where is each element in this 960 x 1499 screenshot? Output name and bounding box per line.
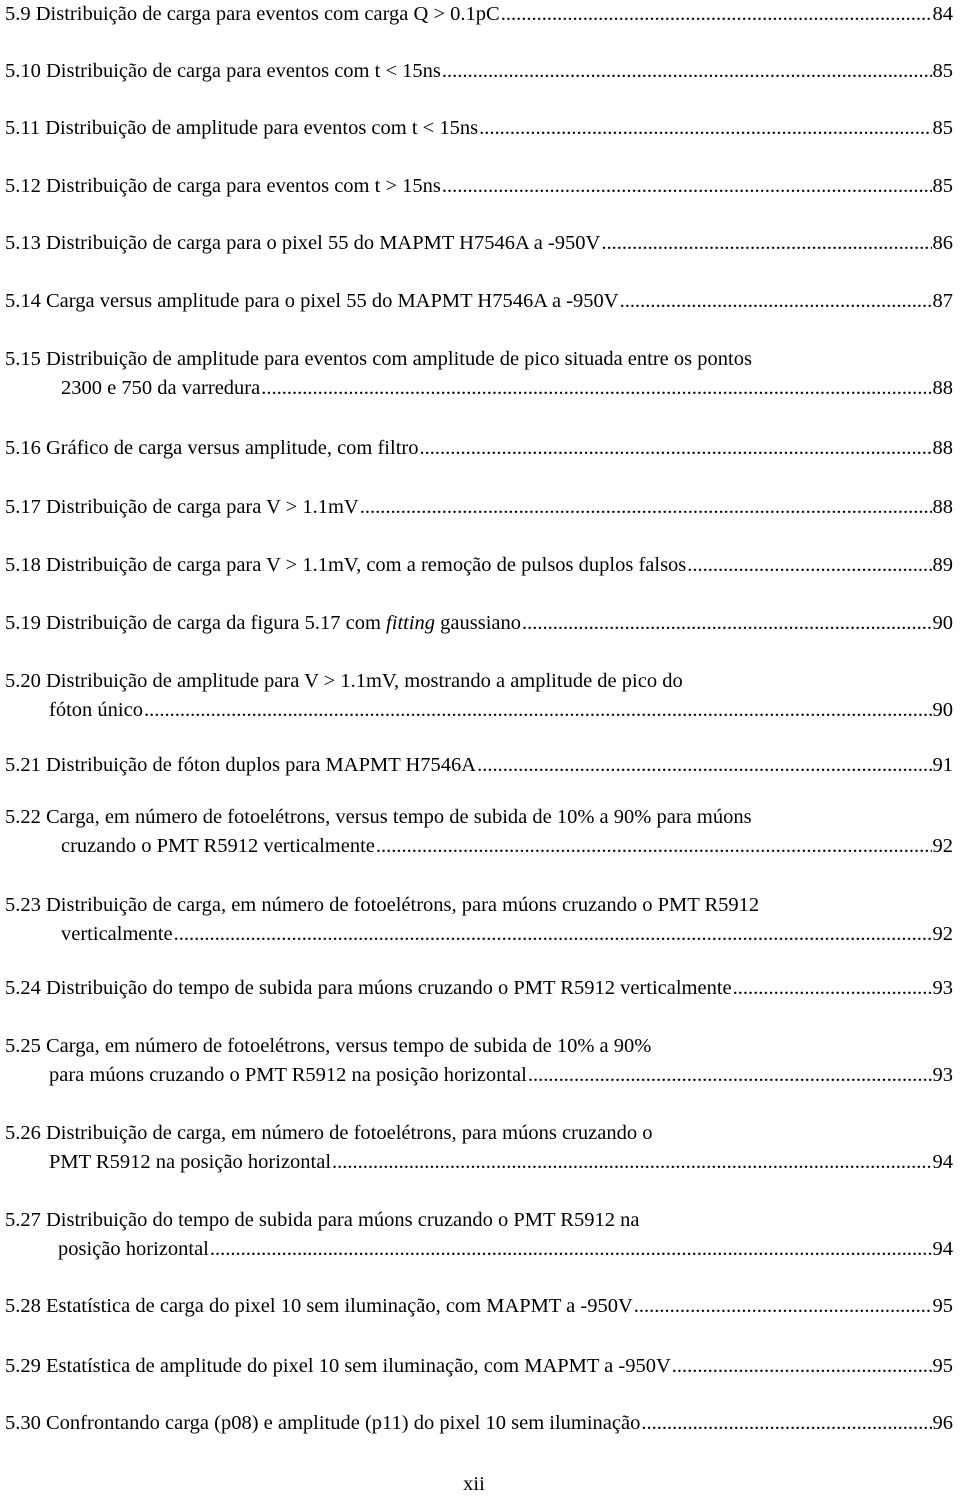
toc-entry-5-11[interactable] (5, 114, 953, 143)
dot-leader (144, 696, 932, 725)
toc-entry-title: 5.13 Distribuição de carga para o pixel 55 do MAPMT H7546A a -950V (5, 232, 601, 254)
toc-entry-title: 5.28 Estatística de carga do pixel 10 sem iluminação, com MAPMT a -950V (5, 1295, 633, 1317)
toc-entry-5-17[interactable] (5, 493, 953, 522)
dot-leader (477, 751, 931, 780)
toc-entry-title: 5.24 Distribuição do tempo de subida para múons cruzando o PMT R5912 verticalmente (5, 977, 732, 999)
toc-entry-5-19[interactable] (5, 609, 953, 638)
dot-leader (442, 172, 932, 201)
dot-leader (479, 114, 931, 143)
dot-leader (641, 1409, 931, 1438)
toc-entry-5-12[interactable] (5, 172, 953, 201)
page-number-footer: xii (463, 1473, 485, 1495)
toc-entry-5-13[interactable] (5, 229, 953, 258)
toc-page-number: 90 (932, 612, 953, 634)
toc-entry-title: 5.23 Distribuição de carga, em número de fotoelétrons, para múons cruzando o PMT R5912 (5, 894, 760, 916)
dot-leader (419, 434, 931, 463)
toc-entry-5-14[interactable] (5, 287, 953, 316)
toc-entry-title: 5.30 Confrontando carga (p08) e amplitude (p11) do pixel 10 sem iluminação (5, 1412, 641, 1434)
toc-entry-title-continued: verticalmente (61, 923, 173, 945)
toc-page-number: 95 (932, 1355, 953, 1377)
toc-entry-5-21[interactable] (5, 751, 953, 780)
dot-leader (210, 1235, 932, 1264)
toc-page-number: 86 (932, 232, 953, 254)
toc-entry-5-30[interactable] (5, 1409, 953, 1438)
toc-page-number: 93 (932, 1064, 953, 1086)
toc-page-number: 85 (932, 117, 953, 139)
toc-entry-title: 5.20 Distribuição de amplitude para V > 1.1mV, mostrando a amplitude de pico do (5, 670, 683, 692)
dot-leader (528, 1061, 932, 1090)
toc-entry-title-continued: fóton único (49, 699, 143, 721)
toc-entry-5-28[interactable] (5, 1292, 953, 1321)
dot-leader (174, 920, 932, 949)
dot-leader (620, 287, 932, 316)
toc-page-number: 89 (932, 554, 953, 576)
toc-entry-title: 5.27 Distribuição do tempo de subida para múons cruzando o PMT R5912 na (5, 1209, 640, 1231)
toc-entry-title: 5.12 Distribuição de carga para eventos com t > 15ns (5, 175, 441, 197)
dot-leader (672, 1352, 932, 1381)
toc-entry-title: 5.25 Carga, em número de fotoelétrons, versus tempo de subida de 10% a 90% (5, 1035, 652, 1057)
dot-leader (522, 609, 931, 638)
toc-page-number: 93 (932, 977, 953, 999)
toc-entry-title-continued: para múons cruzando o PMT R5912 na posição horizontal (49, 1064, 527, 1086)
toc-entry-5-10[interactable] (5, 57, 953, 86)
toc-entry-title: 5.19 Distribuição de carga da figura 5.17 com fitting gaussiano (5, 612, 522, 634)
dot-leader (634, 1292, 932, 1321)
toc-page-number: 85 (932, 60, 953, 82)
toc-entry-5-29[interactable] (5, 1352, 953, 1381)
toc-entry-5-15[interactable] (5, 345, 953, 403)
toc-entry-title: 5.15 Distribuição de amplitude para eventos com amplitude de pico situada entre os pontos (5, 348, 752, 370)
toc-entry-title: 5.18 Distribuição de carga para V > 1.1mV, com a remoção de pulsos duplos falsos (5, 554, 687, 576)
toc-entry-title: 5.10 Distribuição de carga para eventos com t < 15ns (5, 60, 441, 82)
toc-entry-title-continued: 2300 e 750 da varredura (61, 377, 261, 399)
toc-page-number: 92 (932, 835, 953, 857)
toc-entry-title: 5.17 Distribuição de carga para V > 1.1mV (5, 496, 359, 518)
toc-entry-5-27[interactable] (5, 1206, 953, 1264)
toc-entry-5-22[interactable] (5, 803, 953, 861)
toc-entry-title-continued: posição horizontal (58, 1238, 209, 1260)
dot-leader (601, 229, 931, 258)
toc-page-number: 88 (932, 496, 953, 518)
toc-entry-title: 5.11 Distribuição de amplitude para eventos com t < 15ns (5, 117, 479, 139)
toc-page-number: 84 (932, 3, 953, 25)
toc-entry-title: 5.29 Estatística de amplitude do pixel 10 sem iluminação, com MAPMT a -950V (5, 1355, 671, 1377)
toc-page-number: 88 (932, 437, 953, 459)
dot-leader (376, 832, 932, 861)
toc-entry-5-16[interactable] (5, 434, 953, 463)
dot-leader (332, 1148, 931, 1177)
toc-page-number: 95 (932, 1295, 953, 1317)
dot-leader (261, 374, 931, 403)
toc-page-number: 94 (932, 1238, 953, 1260)
toc-entry-5-20[interactable] (5, 667, 953, 725)
toc-entry-5-24[interactable] (5, 974, 953, 1003)
toc-entry-title-continued: cruzando o PMT R5912 verticalmente (61, 835, 375, 857)
dot-leader (687, 551, 931, 580)
toc-entry-5-23[interactable] (5, 891, 953, 949)
toc-entry-title: 5.16 Gráfico de carga versus amplitude, com filtro (5, 437, 419, 459)
dot-leader (733, 974, 932, 1003)
toc-page-number: 94 (932, 1151, 953, 1173)
toc-entry-5-18[interactable] (5, 551, 953, 580)
toc-page-number: 92 (932, 923, 953, 945)
toc-entry-5-25[interactable] (5, 1032, 953, 1090)
toc-entry-title-continued: PMT R5912 na posição horizontal (49, 1151, 332, 1173)
toc-page-number: 96 (932, 1412, 953, 1434)
toc-entry-title: 5.14 Carga versus amplitude para o pixel 55 do MAPMT H7546A a -950V (5, 290, 619, 312)
toc-page-number: 85 (932, 175, 953, 197)
dot-leader (360, 493, 932, 522)
toc-entry-title: 5.9 Distribuição de carga para eventos com carga Q > 0.1pC (5, 3, 500, 25)
toc-page-number: 87 (932, 290, 953, 312)
toc-entry-5-26[interactable] (5, 1119, 953, 1177)
toc-page-number: 88 (932, 377, 953, 399)
toc-entry-5-9[interactable] (5, 0, 953, 29)
toc-entry-title: 5.22 Carga, em número de fotoelétrons, versus tempo de subida de 10% a 90% para múons (5, 806, 752, 828)
toc-entry-title: 5.21 Distribuição de fóton duplos para MAPMT H7546A (5, 754, 477, 776)
toc-page-number: 90 (932, 699, 953, 721)
toc-entry-title: 5.26 Distribuição de carga, em número de fotoelétrons, para múons cruzando o (5, 1122, 653, 1144)
dot-leader (442, 57, 932, 86)
dot-leader (501, 0, 932, 29)
toc-page-number: 91 (932, 754, 953, 776)
